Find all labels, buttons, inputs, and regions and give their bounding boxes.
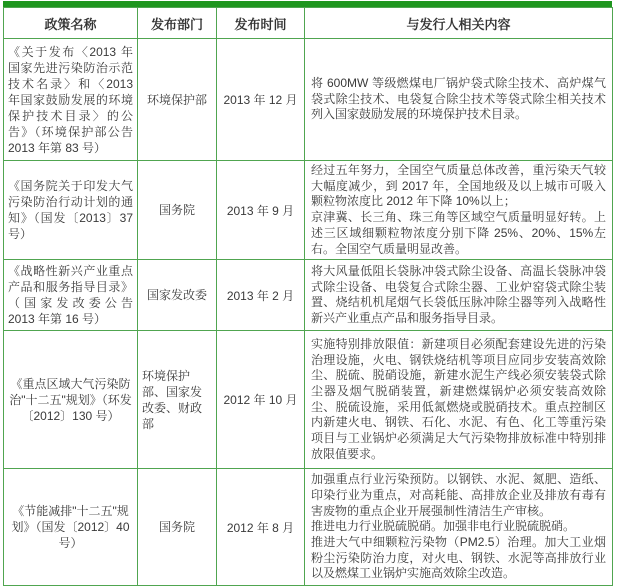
content-paragraph: 京津冀、长三角、珠三角等区域空气质量明显好转。上述三区域细颗粒物浓度分别下降 25%、20%、15%左右。全国空气质量明显改善。 bbox=[311, 210, 606, 256]
department-cell: 国务院 bbox=[138, 161, 217, 260]
table-row bbox=[4, 161, 613, 260]
content-paragraph: 加强重点行业污染预防。以钢铁、水泥、氮肥、造纸、印染行业为重点，对高耗能、高排放企业及排放有毒有害废物的重点企业开展强制性清洁生产审核。 bbox=[311, 472, 606, 518]
header-issuer-related-content: 与发行人相关内容 bbox=[305, 8, 613, 39]
policy-name-cell bbox=[4, 260, 138, 331]
date-cell: 2013 年 9 月 bbox=[217, 161, 305, 260]
content-cell bbox=[305, 469, 613, 586]
policy-name-text: 《关于发布〈2013 年国家先进污染防治示范技术名录〉和〈2013 年国家鼓励发展的环境保护技术目录〉的公告》（环境保护部公告 2013 年第 83 号） bbox=[8, 44, 133, 155]
policy-name-cell bbox=[4, 39, 138, 161]
content-cell bbox=[305, 39, 613, 161]
content-cell bbox=[305, 331, 613, 469]
department-cell: 国务院 bbox=[138, 469, 217, 586]
header-issuing-department: 发布部门 bbox=[138, 8, 217, 39]
content-paragraph: 将 600MW 等级燃煤电厂锅炉袋式除尘技术、高炉煤气袋式除尘技术、电袋复合除尘技术等袋式除尘相关技术列入国家鼓励发展的环境保护技术目录。 bbox=[311, 75, 606, 122]
header-issue-date: 发布时间 bbox=[217, 8, 305, 39]
policy-name-text: 《重点区域大气污染防治"十二五"规划》（环发〔2012〕130 号） bbox=[9, 376, 132, 423]
table-row bbox=[4, 469, 613, 586]
content-paragraph: 推进大气中细颗粒污染物（PM2.5）治理。加大工业烟粉尘污染防治力度，对火电、钢铁、水泥等高排放行业以及燃煤工业锅炉实施高效除尘改造。 bbox=[311, 535, 606, 581]
content-paragraph: 推进电力行业脱硫脱硝。加强非电行业脱硫脱硝。 bbox=[311, 519, 576, 534]
policy-name-cell bbox=[4, 469, 138, 586]
header-policy-name: 政策名称 bbox=[4, 8, 138, 39]
policy-name-cell bbox=[4, 161, 138, 260]
content-paragraph: 经过五年努力，全国空气质量总体改善，重污染天气较大幅度减少，到 2017 年，全国地级及以上城市可吸入颗粒物浓度比 2012 年下降 10%以上； bbox=[311, 163, 606, 209]
table-header-row bbox=[4, 8, 613, 39]
department-cell: 环境保护部 bbox=[138, 39, 217, 161]
date-cell: 2013 年 2 月 bbox=[217, 260, 305, 331]
policy-table-document bbox=[3, 1, 612, 586]
date-cell: 2012 年 10 月 bbox=[217, 331, 305, 469]
table-row bbox=[4, 39, 613, 161]
policy-table bbox=[3, 7, 613, 586]
table-row bbox=[4, 331, 613, 469]
policy-name-text: 《节能减排"十二五"规划》（国发〔2012〕40 号） bbox=[11, 504, 130, 551]
table-row bbox=[4, 260, 613, 331]
policy-name-cell bbox=[4, 331, 138, 469]
policy-name-text: 《战略性新兴产业重点产品和服务指导目录》（国家发改委公告 2013 年第 16 号） bbox=[8, 264, 133, 327]
date-cell: 2012 年 8 月 bbox=[217, 469, 305, 586]
content-paragraph: 将大风量低阻长袋脉冲袋式除尘设备、高温长袋脉冲袋式除尘设备、电袋复合式除尘器、工业炉窑袋式除尘装置、烧结机机尾烟气长袋低压脉冲除尘器等列入战略性新兴产业重点产品和服务指导目录。 bbox=[311, 263, 606, 325]
content-paragraph: 实施特别排放限值：新建项目必须配套建设先进的污染治理设施，火电、钢铁烧结机等项目应同步安装高效除尘、脱硫、脱硝设施，新建水泥生产线必须安装袋式除尘器及烟气脱硝装置，新建燃煤锅炉必须安装高效除尘、脱硫设施，采用低氮燃烧或脱硝技术。重点控制区内新建火电、钢铁、石化、水泥、有色、化工等重污染项目与工业锅炉必须满足大气污染物排放标准中特别排放限值要求。 bbox=[311, 336, 606, 461]
policy-name-text: 《国务院关于印发大气污染防治行动计划的通知》（国发〔2013〕37 号） bbox=[8, 179, 133, 242]
content-cell bbox=[305, 161, 613, 260]
department-cell: 国家发改委 bbox=[138, 260, 217, 331]
department-cell: 环境保护部、国家发改委、财政部 bbox=[138, 331, 217, 469]
date-cell: 2013 年 12 月 bbox=[217, 39, 305, 161]
content-cell bbox=[305, 260, 613, 331]
